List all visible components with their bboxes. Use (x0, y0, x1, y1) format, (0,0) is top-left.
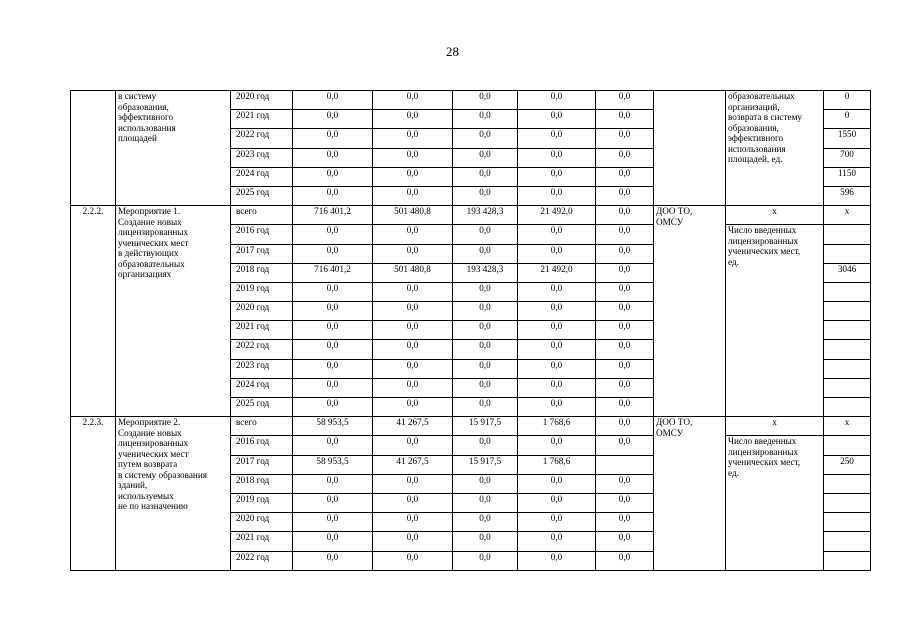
indicator-value-cell: x (824, 206, 871, 225)
indicator-value-cell: 596 (824, 186, 871, 205)
federal-cell: 0,0 (373, 282, 453, 301)
regional-cell: 0,0 (453, 513, 518, 532)
year-cell: 2016 год (231, 225, 293, 244)
municipal-cell: 0,0 (518, 493, 596, 512)
regional-cell: 0,0 (453, 493, 518, 512)
table-row (71, 417, 871, 436)
municipal-cell: 1 768,6 (518, 455, 596, 474)
year-cell: 2020 год (231, 302, 293, 321)
program-table (70, 90, 871, 571)
regional-cell: 193 428,3 (453, 263, 518, 282)
other-cell: 0,0 (596, 551, 654, 570)
total-cell: 0,0 (293, 321, 373, 340)
regional-cell: 0,0 (453, 551, 518, 570)
total-cell: 0,0 (293, 302, 373, 321)
federal-cell: 0,0 (373, 302, 453, 321)
year-cell: 2023 год (231, 359, 293, 378)
total-cell: 716 401,2 (293, 263, 373, 282)
year-cell: 2018 год (231, 263, 293, 282)
total-cell: 716 401,2 (293, 206, 373, 225)
other-cell: 0,0 (596, 225, 654, 244)
year-cell: всего (231, 206, 293, 225)
federal-cell: 0,0 (373, 493, 453, 512)
year-cell: 2019 год (231, 493, 293, 512)
regional-cell: 0,0 (453, 436, 518, 455)
indicator-value-cell: 700 (824, 148, 871, 167)
other-cell: 0,0 (596, 532, 654, 551)
total-cell: 0,0 (293, 378, 373, 397)
year-cell: 2021 год (231, 110, 293, 129)
indicator-name-cell: x (726, 417, 824, 436)
indicator-name-cell: Число введенных лицензированных ученических мест, ед. (726, 225, 824, 417)
indicator-value-cell: 1150 (824, 167, 871, 186)
indicator-value-cell (824, 436, 871, 455)
federal-cell: 0,0 (373, 359, 453, 378)
page-number: 28 (446, 44, 459, 59)
regional-cell: 15 917,5 (453, 417, 518, 436)
regional-cell: 0,0 (453, 359, 518, 378)
regional-cell: 0,0 (453, 129, 518, 148)
total-cell: 0,0 (293, 110, 373, 129)
municipal-cell: 0,0 (518, 474, 596, 493)
federal-cell: 0,0 (373, 186, 453, 205)
indicator-value-cell (824, 225, 871, 244)
indicator-value-cell (824, 532, 871, 551)
federal-cell: 0,0 (373, 91, 453, 110)
total-cell: 0,0 (293, 225, 373, 244)
indicator-value-cell: 250 (824, 455, 871, 474)
year-cell: 2025 год (231, 186, 293, 205)
other-cell: 0,0 (596, 302, 654, 321)
municipal-cell: 0,0 (518, 551, 596, 570)
total-cell: 58 953,5 (293, 417, 373, 436)
indicator-value-cell (824, 244, 871, 263)
indicator-value-cell: 0 (824, 91, 871, 110)
total-cell: 0,0 (293, 148, 373, 167)
federal-cell: 0,0 (373, 321, 453, 340)
federal-cell: 0,0 (373, 378, 453, 397)
federal-cell: 501 480,8 (373, 206, 453, 225)
total-cell: 0,0 (293, 244, 373, 263)
other-cell (596, 455, 654, 474)
section-title: Мероприятие 2. Создание новых лицензированных ученических мест путем возврата в систему образования зданий, используемых не по назначению (116, 417, 231, 571)
federal-cell: 0,0 (373, 340, 453, 359)
federal-cell: 0,0 (373, 167, 453, 186)
indicator-value-cell (824, 474, 871, 493)
municipal-cell: 1 768,6 (518, 417, 596, 436)
municipal-cell: 0,0 (518, 436, 596, 455)
total-cell: 0,0 (293, 186, 373, 205)
indicator-name-cell: Число введенных лицензированных ученических мест, ед. (726, 436, 824, 570)
regional-cell: 0,0 (453, 474, 518, 493)
municipal-cell: 0,0 (518, 302, 596, 321)
regional-cell: 0,0 (453, 244, 518, 263)
other-cell: 0,0 (596, 129, 654, 148)
municipal-cell: 21 492,0 (518, 206, 596, 225)
indicator-value-cell: x (824, 417, 871, 436)
municipal-cell: 0,0 (518, 340, 596, 359)
regional-cell: 0,0 (453, 321, 518, 340)
section-code: 2.2.3. (71, 417, 116, 571)
total-cell: 0,0 (293, 551, 373, 570)
regional-cell: 0,0 (453, 378, 518, 397)
other-cell: 0,0 (596, 513, 654, 532)
table-row (71, 206, 871, 225)
other-cell: 0,0 (596, 417, 654, 436)
federal-cell: 0,0 (373, 398, 453, 417)
section-title: в систему образования, эффективного использования площадей (116, 91, 231, 206)
other-cell: 0,0 (596, 282, 654, 301)
federal-cell: 0,0 (373, 513, 453, 532)
year-cell: 2016 год (231, 436, 293, 455)
regional-cell: 193 428,3 (453, 206, 518, 225)
table-row (71, 91, 871, 110)
federal-cell: 0,0 (373, 148, 453, 167)
municipal-cell: 0,0 (518, 148, 596, 167)
indicator-value-cell: 0 (824, 110, 871, 129)
total-cell: 0,0 (293, 129, 373, 148)
year-cell: 2020 год (231, 513, 293, 532)
municipal-cell: 0,0 (518, 244, 596, 263)
year-cell: 2018 год (231, 474, 293, 493)
indicator-value-cell (824, 359, 871, 378)
executor-cell: ДОО ТО, ОМСУ (654, 417, 726, 571)
federal-cell: 0,0 (373, 129, 453, 148)
other-cell: 0,0 (596, 206, 654, 225)
regional-cell: 15 917,5 (453, 455, 518, 474)
indicator-value-cell (824, 513, 871, 532)
other-cell: 0,0 (596, 148, 654, 167)
municipal-cell: 0,0 (518, 513, 596, 532)
year-cell: 2023 год (231, 148, 293, 167)
year-cell: 2021 год (231, 321, 293, 340)
year-cell: всего (231, 417, 293, 436)
year-cell: 2017 год (231, 244, 293, 263)
other-cell: 0,0 (596, 378, 654, 397)
year-cell: 2017 год (231, 455, 293, 474)
municipal-cell: 0,0 (518, 186, 596, 205)
total-cell: 0,0 (293, 474, 373, 493)
regional-cell: 0,0 (453, 340, 518, 359)
year-cell: 2024 год (231, 378, 293, 397)
other-cell: 0,0 (596, 186, 654, 205)
federal-cell: 0,0 (373, 532, 453, 551)
other-cell: 0,0 (596, 436, 654, 455)
year-cell: 2021 год (231, 532, 293, 551)
other-cell: 0,0 (596, 474, 654, 493)
indicator-name-cell: x (726, 206, 824, 225)
year-cell: 2022 год (231, 551, 293, 570)
federal-cell: 41 267,5 (373, 455, 453, 474)
regional-cell: 0,0 (453, 167, 518, 186)
regional-cell: 0,0 (453, 148, 518, 167)
other-cell: 0,0 (596, 359, 654, 378)
total-cell: 0,0 (293, 282, 373, 301)
section-title: Мероприятие 1. Создание новых лицензированных ученических мест в действующих образовательных организациях (116, 206, 231, 417)
federal-cell: 0,0 (373, 110, 453, 129)
federal-cell: 41 267,5 (373, 417, 453, 436)
total-cell: 0,0 (293, 167, 373, 186)
executor-cell: ДОО ТО, ОМСУ (654, 206, 726, 417)
federal-cell: 0,0 (373, 244, 453, 263)
municipal-cell: 0,0 (518, 398, 596, 417)
other-cell: 0,0 (596, 398, 654, 417)
section-code (71, 91, 116, 206)
year-cell: 2022 год (231, 129, 293, 148)
other-cell: 0,0 (596, 91, 654, 110)
regional-cell: 0,0 (453, 110, 518, 129)
municipal-cell: 0,0 (518, 225, 596, 244)
federal-cell: 0,0 (373, 551, 453, 570)
indicator-value-cell (824, 551, 871, 570)
municipal-cell: 0,0 (518, 110, 596, 129)
municipal-cell: 0,0 (518, 167, 596, 186)
federal-cell: 0,0 (373, 225, 453, 244)
indicator-value-cell: 1550 (824, 129, 871, 148)
total-cell: 0,0 (293, 436, 373, 455)
year-cell: 2020 год (231, 91, 293, 110)
federal-cell: 0,0 (373, 474, 453, 493)
regional-cell: 0,0 (453, 282, 518, 301)
indicator-value-cell (824, 321, 871, 340)
total-cell: 0,0 (293, 493, 373, 512)
municipal-cell: 0,0 (518, 359, 596, 378)
indicator-value-cell (824, 398, 871, 417)
municipal-cell: 0,0 (518, 91, 596, 110)
regional-cell: 0,0 (453, 532, 518, 551)
total-cell: 0,0 (293, 513, 373, 532)
federal-cell: 0,0 (373, 436, 453, 455)
year-cell: 2024 год (231, 167, 293, 186)
municipal-cell: 0,0 (518, 321, 596, 340)
indicator-value-cell: 3046 (824, 263, 871, 282)
year-cell: 2025 год (231, 398, 293, 417)
regional-cell: 0,0 (453, 186, 518, 205)
federal-cell: 501 480,8 (373, 263, 453, 282)
regional-cell: 0,0 (453, 398, 518, 417)
other-cell: 0,0 (596, 321, 654, 340)
other-cell: 0,0 (596, 167, 654, 186)
year-cell: 2022 год (231, 340, 293, 359)
other-cell: 0,0 (596, 493, 654, 512)
indicator-name-cell: образовательных организаций, возврата в систему образования, эффективного использования площадей, ед. (726, 91, 824, 206)
regional-cell: 0,0 (453, 225, 518, 244)
total-cell: 0,0 (293, 359, 373, 378)
section-code: 2.2.2. (71, 206, 116, 417)
total-cell: 0,0 (293, 91, 373, 110)
indicator-value-cell (824, 378, 871, 397)
executor-cell (654, 91, 726, 206)
year-cell: 2019 год (231, 282, 293, 301)
total-cell: 0,0 (293, 398, 373, 417)
municipal-cell: 0,0 (518, 282, 596, 301)
other-cell: 0,0 (596, 244, 654, 263)
regional-cell: 0,0 (453, 91, 518, 110)
municipal-cell: 0,0 (518, 532, 596, 551)
municipal-cell: 21 492,0 (518, 263, 596, 282)
regional-cell: 0,0 (453, 302, 518, 321)
indicator-value-cell (824, 302, 871, 321)
total-cell: 58 953,5 (293, 455, 373, 474)
other-cell: 0,0 (596, 110, 654, 129)
municipal-cell: 0,0 (518, 378, 596, 397)
other-cell: 0,0 (596, 263, 654, 282)
indicator-value-cell (824, 493, 871, 512)
municipal-cell: 0,0 (518, 129, 596, 148)
indicator-value-cell (824, 340, 871, 359)
total-cell: 0,0 (293, 340, 373, 359)
other-cell: 0,0 (596, 340, 654, 359)
indicator-value-cell (824, 282, 871, 301)
total-cell: 0,0 (293, 532, 373, 551)
